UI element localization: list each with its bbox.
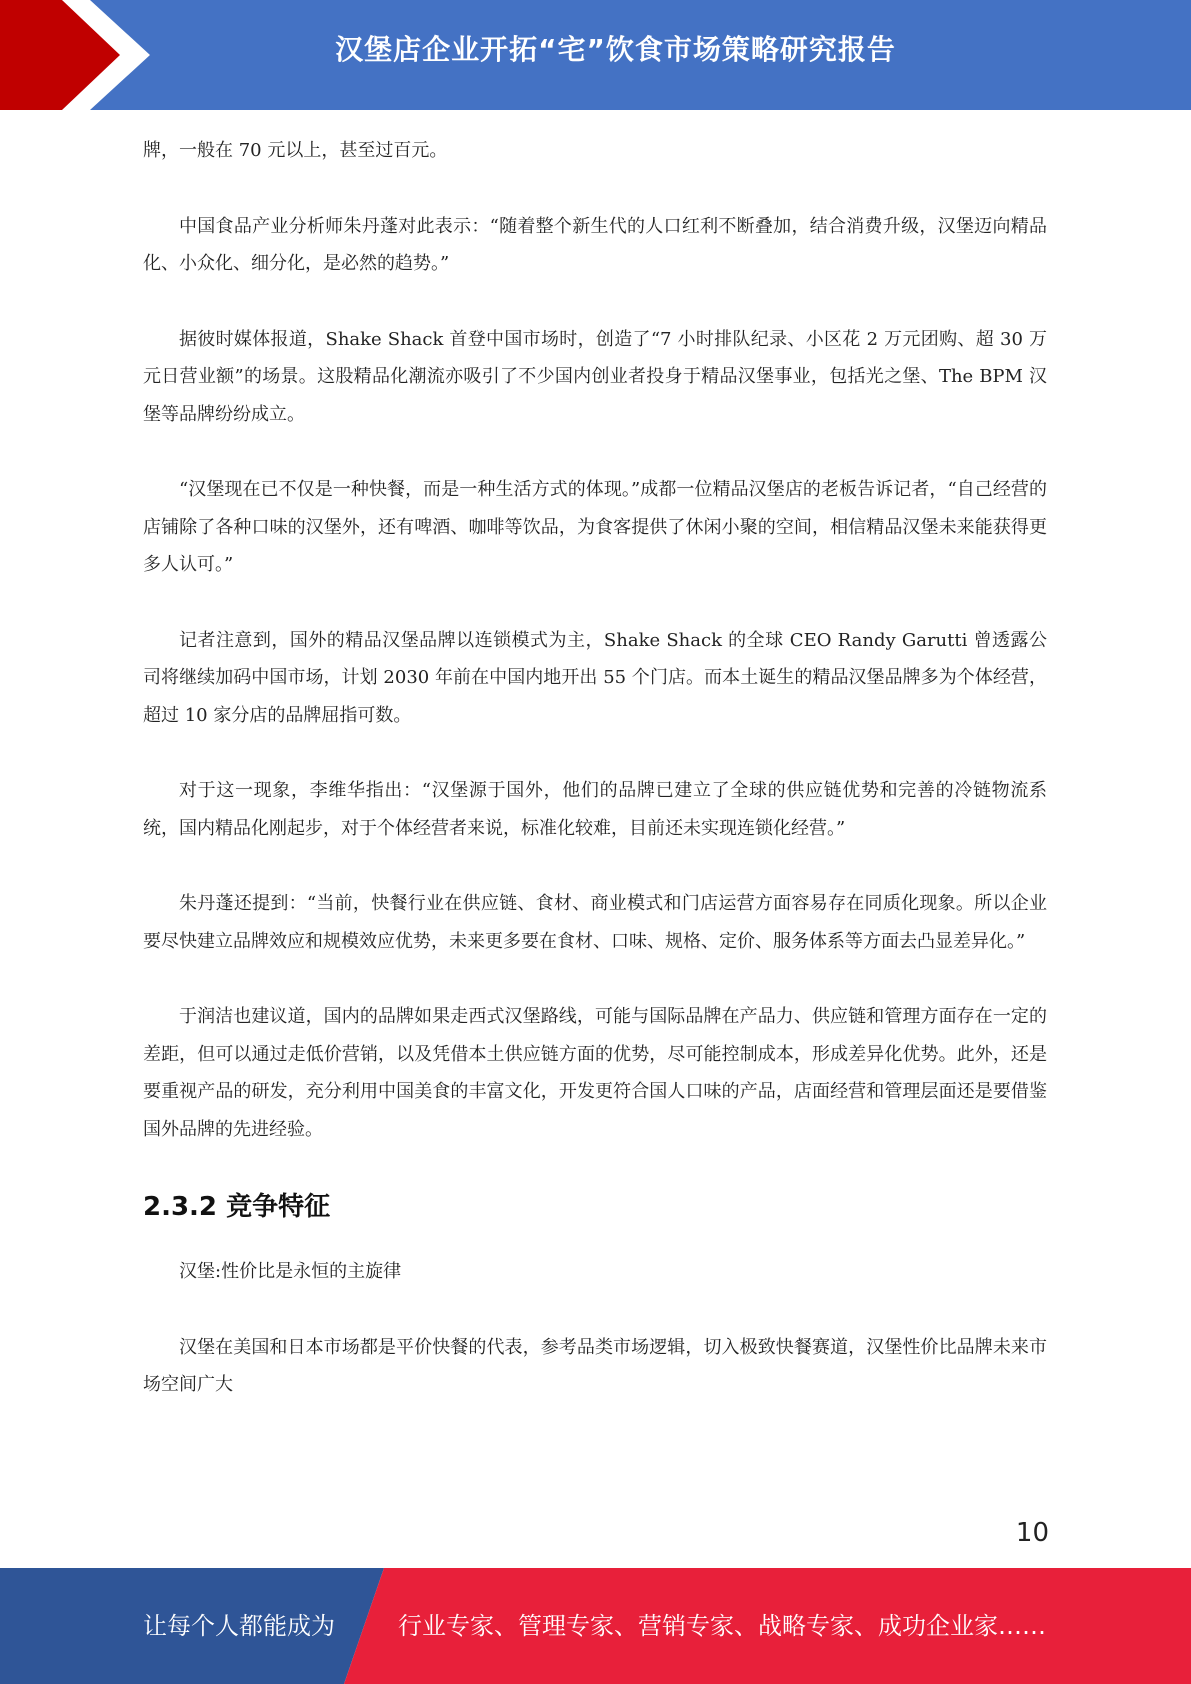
paragraph: 牌，一般在 70 元以上，甚至过百元。: [143, 140, 448, 161]
page-footer: [0, 1568, 1191, 1684]
section-heading: 2.3.2 竞争特征: [143, 1192, 331, 1222]
paragraph: 据彼时媒体报道，Shake Shack 首登中国市场时，创造了“7 小时排队纪录、小区花 2 万元团购、超 30 万元日营业额”的场景。这股精品化潮流亦吸引了不少国内创业者投身于精品汉堡事业，包括光之堡、The BPM 汉堡等品牌纷纷成立。: [143, 328, 1047, 425]
document-title: 汉堡店企业开拓“宅”饮食市场策略研究报告: [335, 33, 896, 66]
paragraph: 汉堡:性价比是永恒的主旋律: [179, 1261, 402, 1282]
page-header: [0, 0, 1191, 110]
page-number: 10: [1015, 1518, 1049, 1548]
paragraph: 中国食品产业分析师朱丹蓬对此表示：“随着整个新生代的人口红利不断叠加，结合消费升级，汉堡迈向精品化、小众化、细分化，是必然的趋势。”: [143, 215, 1047, 274]
paragraph: 朱丹蓬还提到：“当前，快餐行业在供应链、食材、商业模式和门店运营方面容易存在同质化现象。所以企业要尽快建立品牌效应和规模效应优势，未来更多要在食材、口味、规格、定价、服务体系等方面去凸显差异化。”: [143, 893, 1047, 952]
footer-slogan-right: 行业专家、管理专家、营销专家、战略专家、成功企业家……: [398, 1612, 1046, 1640]
paragraph: 对于这一现象，李维华指出：“汉堡源于国外，他们的品牌已建立了全球的供应链优势和完善的冷链物流系统，国内精品化刚起步，对于个体经营者来说，标准化较难，目前还未实现连锁化经营。”: [143, 780, 1047, 839]
paragraph: 于润洁也建议道，国内的品牌如果走西式汉堡路线，可能与国际品牌在产品力、供应链和管理方面存在一定的差距，但可以通过走低价营销，以及凭借本土供应链方面的优势，尽可能控制成本，形成差异化优势。此外，还是要重视产品的研发，充分利用中国美食的丰富文化，开发更符合国人口味的产品，店面经营和管理层面还是要借鉴国外品牌的先进经验。: [143, 1006, 1047, 1140]
paragraph: “汉堡现在已不仅是一种快餐，而是一种生活方式的体现。”成都一位精品汉堡店的老板告诉记者，“自己经营的店铺除了各种口味的汉堡外，还有啤酒、咖啡等饮品，为食客提供了休闲小聚的空间，相信精品汉堡未来能获得更多人认可。”: [143, 479, 1047, 575]
paragraph: 记者注意到，国外的精品汉堡品牌以连锁模式为主，Shake Shack 的全球 CEO Randy Garutti 曾透露公司将继续加码中国市场，计划 2030 年前在中国内地开出 55 个门店。而本土诞生的精品汉堡品牌多为个体经营，超过 10 家分店的品牌屈指可数。: [143, 629, 1047, 726]
document-body: [143, 132, 1047, 1442]
footer-slogan-left: 让每个人都能成为: [143, 1612, 335, 1640]
paragraph: 汉堡在美国和日本市场都是平价快餐的代表，参考品类市场逻辑，切入极致快餐赛道，汉堡性价比品牌未来市场空间广大: [143, 1336, 1047, 1395]
